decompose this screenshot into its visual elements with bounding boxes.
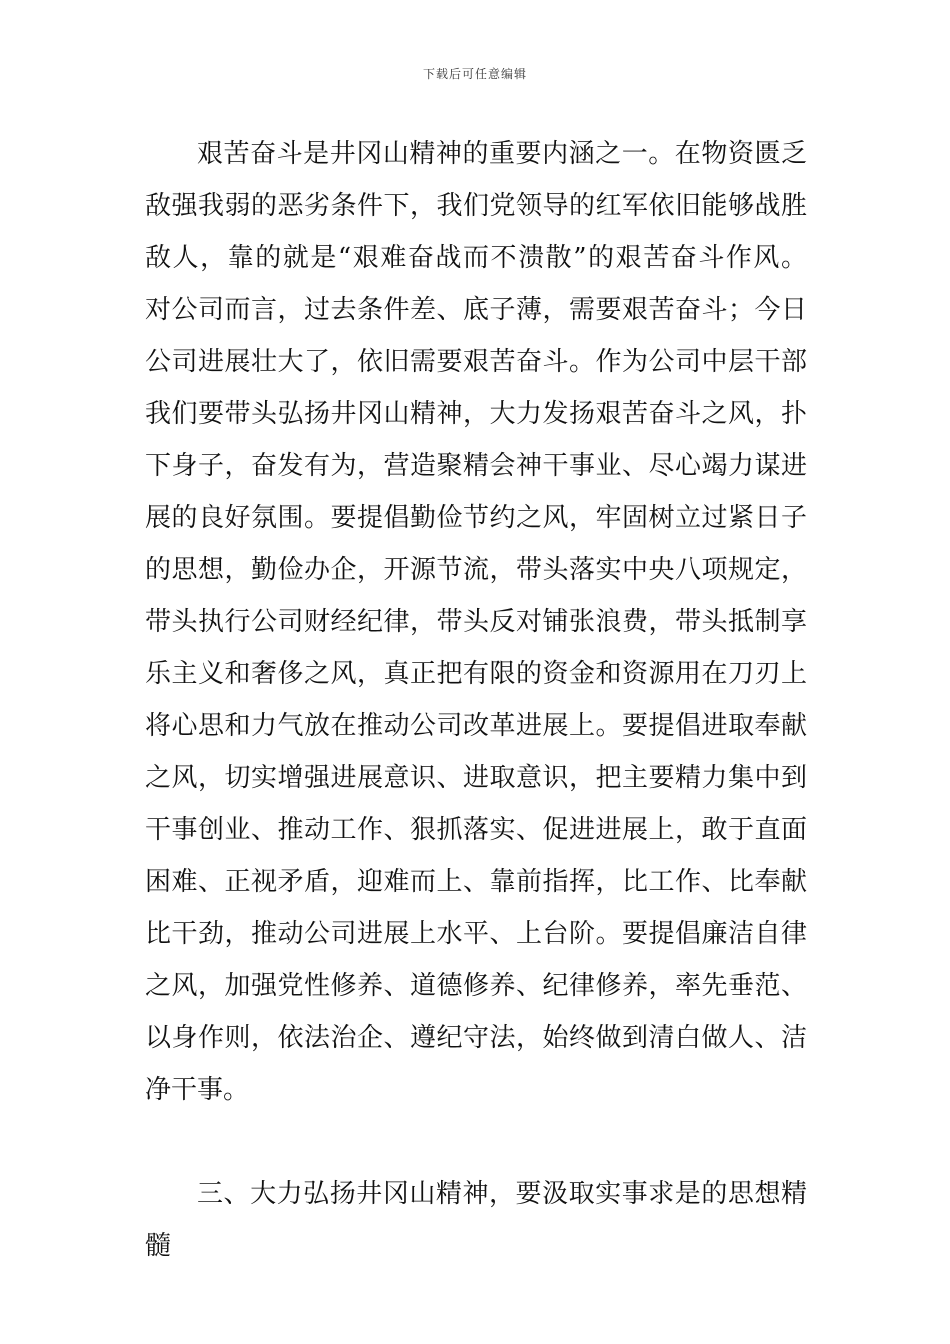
paragraph-line: 干事创业、推动工作、狠抓落实、促进进展上，敢于直面 <box>145 815 807 845</box>
paragraph-line: 我们要带头弘扬井冈山精神，大力发扬艰苦奋斗之风，扑 <box>145 399 807 429</box>
paragraph-line: 带头执行公司财经纪律，带头反对铺张浪费，带头抵制享 <box>145 607 807 637</box>
paragraph-line: 乐主义和奢侈之风，真正把有限的资金和资源用在刀刃上 <box>145 659 807 689</box>
heading-line: 三、大力弘扬井冈山精神，要汲取实事求是的思想精 <box>197 1179 807 1209</box>
paragraph-line: 敌人，靠的就是“艰难奋战而不溃散”的艰苦奋斗作风。 <box>145 243 807 273</box>
header-note: 下载后可任意编辑 <box>422 67 527 81</box>
paragraph-line: 的思想，勤俭办企，开源节流，带头落实中央八项规定， <box>145 555 807 585</box>
paragraph-line: 敌强我弱的恶劣条件下，我们党领导的红军依旧能够战胜 <box>145 191 807 221</box>
paragraph-line: 之风，加强党性修养、道德修养、纪律修养，率先垂范、 <box>145 971 807 1001</box>
paragraph-line: 艰苦奋斗是井冈山精神的重要内涵之一。在物资匮乏 <box>197 139 807 169</box>
paragraph-line: 将心思和力气放在推动公司改革进展上。要提倡进取奉献 <box>145 711 807 741</box>
paragraph-line: 公司进展壮大了，依旧需要艰苦奋斗。作为公司中层干部 <box>145 347 807 377</box>
document-body <box>145 128 807 1272</box>
heading-line: 髓 <box>145 1231 172 1261</box>
paragraph-line: 对公司而言，过去条件差、底子薄，需要艰苦奋斗；今日 <box>145 295 807 325</box>
section-heading-3 <box>145 1168 807 1272</box>
paragraph-hard-work <box>145 128 807 1116</box>
paragraph-line: 困难、正视矛盾，迎难而上、靠前指挥，比工作、比奉献 <box>145 867 807 897</box>
paragraph-line: 下身子，奋发有为，营造聚精会神干事业、尽心竭力谋进 <box>145 451 807 481</box>
paragraph-line: 展的良好氛围。要提倡勤俭节约之风，牢固树立过紧日子 <box>145 503 807 533</box>
paragraph-spacer <box>145 1116 807 1168</box>
paragraph-line: 以身作则，依法治企、遵纪守法，始终做到清白做人、洁 <box>145 1023 807 1053</box>
paragraph-line: 净干事。 <box>145 1075 250 1105</box>
paragraph-line: 比干劲，推动公司进展上水平、上台阶。要提倡廉洁自律 <box>145 919 807 949</box>
paragraph-line: 之风，切实增强进展意识、进取意识，把主要精力集中到 <box>145 763 807 793</box>
